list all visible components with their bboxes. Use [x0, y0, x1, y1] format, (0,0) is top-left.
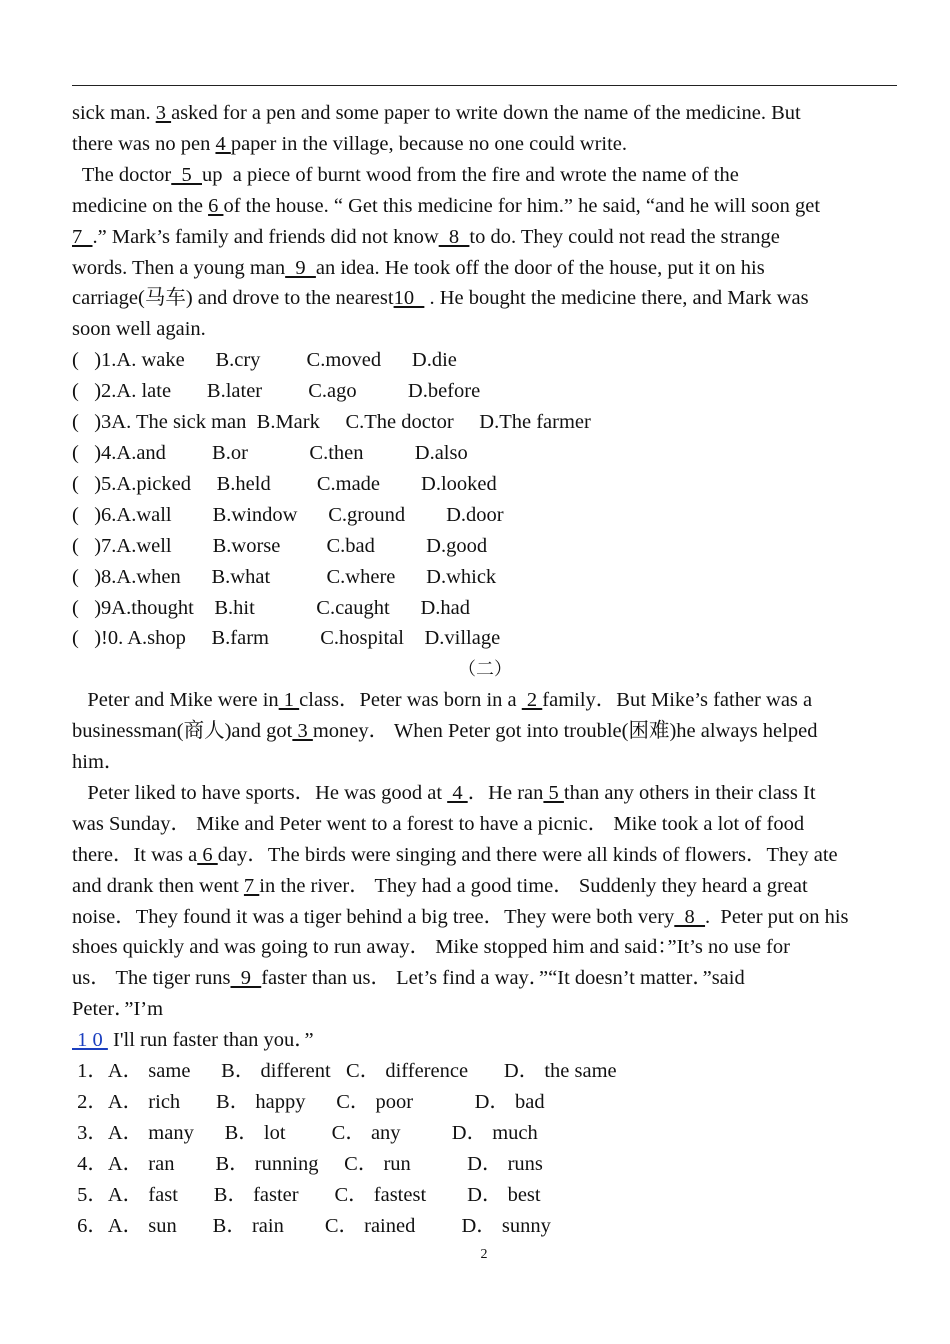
document-body	[72, 98, 898, 1242]
passage2-line: noise．They found it was a tiger behind a big tree．They were both very 8 . Peter put on his	[72, 905, 849, 928]
passage1-line: words. Then a young man 9 an idea. He took off the door of the house, put it on his	[72, 256, 765, 279]
passage1-line: The doctor 5 up a piece of burnt wood from the fire and wrote the name of the	[72, 163, 739, 186]
question-row: ( )2.A. late B.later C.ago D.before	[72, 380, 481, 403]
passage2-line: Peter．”I’m	[72, 998, 164, 1021]
passage1-line: soon well again.	[72, 318, 206, 341]
blank-10: 1 0	[72, 1029, 108, 1052]
passage2-line: and drank then went 7 in the river． They had a good time． Suddenly they heard a great	[72, 874, 808, 897]
passage1-line: carriage(马车) and drove to the nearest10 . He bought the medicine there, and Mark was	[72, 287, 809, 310]
passage2-line: him．	[72, 751, 125, 774]
passage2-line: us． The tiger runs 9 faster than us． Let’s find a way．”“It doesn’t matter．”said	[72, 967, 745, 990]
question-row: ( )3A. The sick man B.Mark C.The doctor D.The farmer	[72, 411, 591, 434]
question-row: 6．A． sun B． rain C． rained D． sunny	[72, 1214, 551, 1237]
passage2-line: shoes quickly and was going to run away． Mike stopped him and said：”It’s no use for	[72, 936, 790, 959]
passage2-line: Peter liked to have sports．He was good at 4 ．He ran 5 than any others in their class It	[72, 781, 816, 804]
passage1-line: 7 .” Mark’s family and friends did not know 8 to do. They could not read the strange	[72, 225, 780, 248]
question-row: 2．A． rich B． happy C． poor D． bad	[72, 1091, 545, 1113]
question-row: 5．A． fast B． faster C． fastest D． best	[72, 1183, 541, 1206]
question-row: 3．A． many B． lot C． any D． much	[72, 1121, 538, 1144]
section-title: （二）	[458, 659, 512, 680]
passage2-line: there．It was a 6 day．The birds were singing and there were all kinds of flowers．They ate	[72, 843, 838, 866]
question-row: ( )8.A.when B.what C.where D.whick	[72, 565, 497, 588]
question-row: ( )5.A.picked B.held C.made D.looked	[72, 472, 497, 495]
passage1-line: sick man. 3 asked for a pen and some paper to write down the name of the medicine. But	[72, 102, 801, 124]
passage2-line: businessman(商人)and got 3 money． When Peter got into trouble(困难)he always helped	[72, 720, 818, 743]
question-row: ( )1.A. wake B.cry C.moved D.die	[72, 349, 457, 372]
question-row: ( )!0. A.shop B.farm C.hospital D.village	[72, 627, 501, 650]
question-row: 4．A． ran B． running C． run D． runs	[72, 1152, 543, 1175]
page-number: 2	[480, 1247, 488, 1262]
passage1-line: there was no pen 4 paper in the village, because no one could write.	[72, 132, 628, 155]
question-row: ( )4.A.and B.or C.then D.also	[72, 441, 468, 464]
header-rule	[72, 85, 897, 86]
question-row: ( )9A.thought B.hit C.caught D.had	[72, 596, 471, 619]
passage2-line: Peter and Mike were in 1 class．Peter was born in a 2 family．But Mike’s father was a	[72, 689, 813, 712]
question-row: 1．A． same B． different C． difference D． the same	[72, 1060, 617, 1083]
passage1-line: medicine on the 6 of the house. “ Get this medicine for him.” he said, “and he will soon get	[72, 194, 821, 217]
question-row: ( )6.A.wall B.window C.ground D.door	[72, 503, 504, 526]
passage2-line: was Sunday． Mike and Peter went to a forest to have a picnic． Mike took a lot of food	[72, 812, 805, 835]
question-row: ( )7.A.well B.worse C.bad D.good	[72, 534, 488, 557]
passage2-line: 1 0 I'll run faster than you．”	[72, 1029, 314, 1052]
